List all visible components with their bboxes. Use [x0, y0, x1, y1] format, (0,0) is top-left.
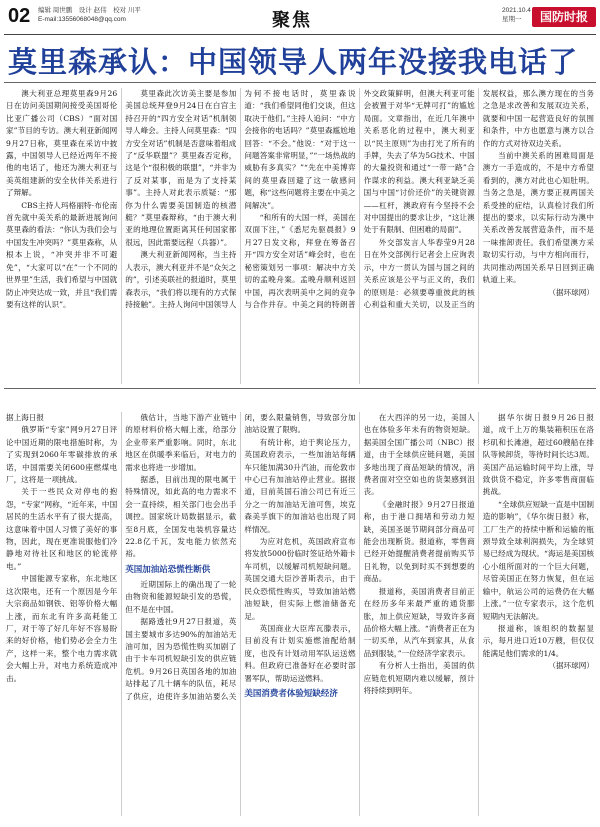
article1-paragraph: “和所有的大国一样，美国在双面下注，”《悉尼先驱晨报》9月27日发文称，拜登在筹备召开“四方安全对话”峰会时，也在秘密策划另一事项：解决中方关切的孟晚舟案。孟晚舟顺利返回中国，再次表明美中之间的竞争与合作并存。中美之间的特朗普外交政策鲜明，但澳大利亚可能会被置于对华“无牌可打”的尴尬局面。文章指出，在近几年澳中关系恶化的过程中，澳大利亚以“民主原则”为由打光了所有的手牌，失去了华为5G技术、中国的大量投资和通过“一带一路”合作谋求的利益。澳大利亚缺乏美国与中国“讨价还价”的关键资源——杠杆，澳政府有今坚持不会对中国提出的要求让步，“这让澳处于有限制、但困难的局面”。 — [244, 89, 475, 309]
article2-paragraph: 英国商业大臣库瓦滕表示，目前没有计划实施燃油配给制度，也没有计划动用军队运送燃料。但政府已准备好在必要时部署军队，帮助运送燃料。 — [244, 623, 356, 683]
article-divider — [4, 388, 596, 389]
page-number: 02 — [8, 5, 31, 27]
article2-body — [6, 412, 594, 816]
article1-paragraph: CBS主持人玛格丽特·布伦南首先就中美关系的最新进展询问莫里森的看法：“你认为我们会与中国发生冲突吗？”莫里森称，从根本上说，“冲突并非不可避免”，“大家可以“在”一个不同的世界里”生活，我们希望与中国就防止冲突达成一致，并且“我们需要有这样的认识”。 — [6, 200, 118, 309]
article2-paragraph: 俄估计，当地下游产业链中的原材料价格大幅上涨，给部分企业带来严重影响。同时，东北地区在供暖季来临后，对电力的需求也将进一步增加。 — [125, 413, 237, 472]
issue-weekday: 星期一 — [502, 16, 522, 23]
article2-paragraph: 近期国际上的确出现了一轮由物资和能源短缺引发的恐慌，但不是在中国。 — [125, 579, 237, 614]
email-line: E-mail:13556068048@qq.com — [38, 16, 126, 23]
article2-paragraph: 据悉，目前出现的限电属于特殊情况，如此高的电力需求不会一直持续，相关部门也会出手调控。国家统计局数据显示，截至8月底，全国发电装机容量达22.8亿千瓦，发电能力依然充裕。 — [125, 475, 237, 559]
date-box — [502, 6, 531, 24]
article1-paragraph: 外交部发言人华春莹9月28日在外交部例行记者会上应询表示，中方一贯认为国与国之间的关系应该是公平与正义的，我们的原则是：必须要尊重彼此的核心利益和重大关切，以及正当的发展权益，那么澳方现在的当务之急是求改善和发展双边关系，就要和中国一起营造良好的氛围和条件，中方也愿意与澳方以合作的方式对待双边关系。 — [363, 89, 594, 309]
article2-paragraph: 有统计称，迫于舆论压力，英国政府表示，一些加油站每辆车只能加满30升汽油，而伦敦市中心已有加油站停止营业。据报道，目前英国石油公司已有近三分之一的加油站无油可售，埃克森美孚旗下的加油站也出现了同样情况。 — [244, 437, 356, 534]
section-title: 聚焦 — [272, 10, 312, 31]
article2-paragraph: 据路透社9月27日报道，英国主要城市多达90%的加油站无油可加，因为恐慌性购买加剧了由于卡车司机短缺引发的供应链危机。9月26日英国各地的加油站排起了几十辆车的队伍，耗尽了供应，迫使许多加油站要么关闭，要么限量销售，导致部分加油站设置了限购。 — [125, 413, 356, 701]
article2-signature: （据环球网） — [548, 661, 594, 671]
article2-paragraph: 有分析人士指出，美国的供应链危机短期内难以缓解，预计将持续到明年。 — [363, 661, 475, 695]
article2-subhead: 美国消费者体验短缺经济 — [244, 688, 338, 699]
article2-paragraph: 报道称，该组织的数据显示，每月进口近10万艘，但仅仅能满足他们需求的1/4。 — [482, 623, 594, 658]
article2-paragraph: 报道称，美国消费者目前正在经历多年来最严重的通货膨胀，加上供应短缺，导致许多商品价格大幅上涨。“消费者正在为一切买单，从汽车到家具，从食品到服装，”一位经济学家表示。 — [363, 586, 475, 658]
article1-paragraph: 当前中澳关系的困难局面是澳方一手造成的，不是中方希望看到的，澳方对此也心知肚明。当务之急是，澳方要正视两国关系受挫的症结，认真检讨我们所提出的要求，以实际行动为澳中关系改善发展营造条件，而不是一味推卸责任。我们希望澳方采取切实行动，与中方相向而行，共同推动两国关系早日回到正确轨道上来。 — [482, 151, 594, 285]
article1-paragraph: 澳大利亚总理莫里森9月26日在访问美国期间接受美国哥伦比亚广播公司（CBS）“面对国家”节目的专访。澳大利亚新闻网9月27日称，莫里森在采访中披露，中国领导人已经近两年不接他的电话了，他还为澳大利亚与美英组建新的安全伙伴关系进行了辩解。 — [6, 89, 118, 198]
editor-line: 编辑 周世鹏 设计 赵伟 校对 川平 — [38, 7, 141, 14]
article2-paragraph: 关于一些民众对停电的抱怨，“专家”网称，“近年来，中国居民的生活水平有了很大提高，这意味着中国人习惯了美好的事物，因此，现在更准说服他们冷静地对待社区和地区的轮流停电。” — [6, 487, 118, 571]
masthead-logo: 国防时报 — [532, 7, 596, 27]
article2-dateline: 据上海日报 — [6, 413, 44, 422]
headline-divider — [4, 82, 596, 83]
article1-body — [6, 88, 594, 384]
article2-paragraph: 《金融时报》9月27日报道称，由于港口拥堵和劳动力短缺，美国圣诞节期间部分商品可能会出现断货。报道称，零售商已经开始提醒消费者提前购买节日礼物，以免到时买不到想要的商品。 — [363, 499, 475, 584]
article2-paragraph: “全球供应短缺一直是中国制造的影响”，《华尔街日报》称，工厂生产的持续中断和运输的瓶颈导致全球利润损失，为全球贸易已经成为现状。“海运是美国核心小组所面对的一个巨大问题，尽管美国正在努力恢复，但在运输中，航运公司的运费仍在大幅上涨。”一位专家表示，这个危机短期内无法解决。 — [482, 499, 594, 621]
article2-paragraph: 为应对危机，英国政府宣布将发放5000份临时签证给外籍卡车司机，以缓解司机短缺问题。英国交通大臣沙普斯表示，由于民众恐慌性购买，导致加油站燃油短缺，但实际上燃油储备充足。 — [244, 537, 356, 621]
article1-signature: （据环球网） — [548, 287, 594, 297]
editor-info — [38, 6, 141, 24]
issue-date: 2021.10.4 — [502, 7, 531, 14]
article2-paragraph: 中国能源专家称，东北地区这次限电，还有一个原因是今年大宗商品如钢铁、铝等价格大幅上涨，而东北有许多高耗能工厂，对于等了好几年好不容易盼来的好价格，他们势必会全力生产，这样一来，整个电力需求就会大幅上升，对电力系统造成冲击。 — [6, 574, 118, 683]
article2-paragraph: 在大西洋的另一边，美国人也在体验多年未有的物资短缺。据美国全国广播公司（NBC）报道，由于全球供应链问题，美国多地出现了商品短缺的情况，消费者面对空空如也的货架感到沮丧。 — [363, 413, 475, 497]
article1-paragraph: 澳大利亚新闻网称，当主持人表示，澳大利亚并不是“众矢之的”，引述美联社的报道时，莫里森表示，“我们将以现有的方式保持接触”。主持人询问中国领导人为何不接电话时，莫里森说道：“我们希望同他们交谈，但这取决于他们。”主持人追问：“中方会接你的电话吗？”莫里森尴尬地回答：“不会。”他说：“对于这一问题答案非常明显，”“一场热战的威胁有多真实？”“先在中美博弈间的莫里森回避了这一敏感问题，称“这些问题将主要在中美之间解决”。 — [125, 89, 356, 309]
article1-paragraph: 莫里森此次访美主要是参加美国总统拜登9月24日在白宫主持召开的“四方安全对话”机制领导人峰会。主持人问莫里森：“四方安全对话”机制是否意味着组成了“反华联盟”？莫里森否定称，这是个“很积极的联盟”，“并非为了反对某事，而是为了支持某事”。主持人对此表示质疑：“那你为什么需要美国制造的核潜艇？”莫里森辩称，“由于澳大利亚的地理位置距离其任何国家都很远，因此需要远程（兵器）”。 — [125, 89, 237, 247]
article2-paragraph: 俄罗斯“专家”网9月27日评论中国近期的限电措施时称，为了实现到2060年零碳排放的承诺，中国需要关闭600座燃煤电厂，这将是一项挑战。 — [6, 425, 118, 485]
article2-paragraph: 据华尔街日报9月26日报道，成千上万的集装箱积压在洛杉矶和长滩港，超过60艘船在排队等候卸货，等待时间长达3周。美国产品运输时间平均上涨，导致供货不稳定，许多零售商面临挑战。 — [482, 413, 594, 497]
article2-subhead: 英国加油站恐慌性断供 — [125, 564, 211, 575]
article1-headline: 莫里森承认：中国领导人两年没接我电话了 — [8, 45, 579, 79]
page-header — [4, 2, 596, 35]
